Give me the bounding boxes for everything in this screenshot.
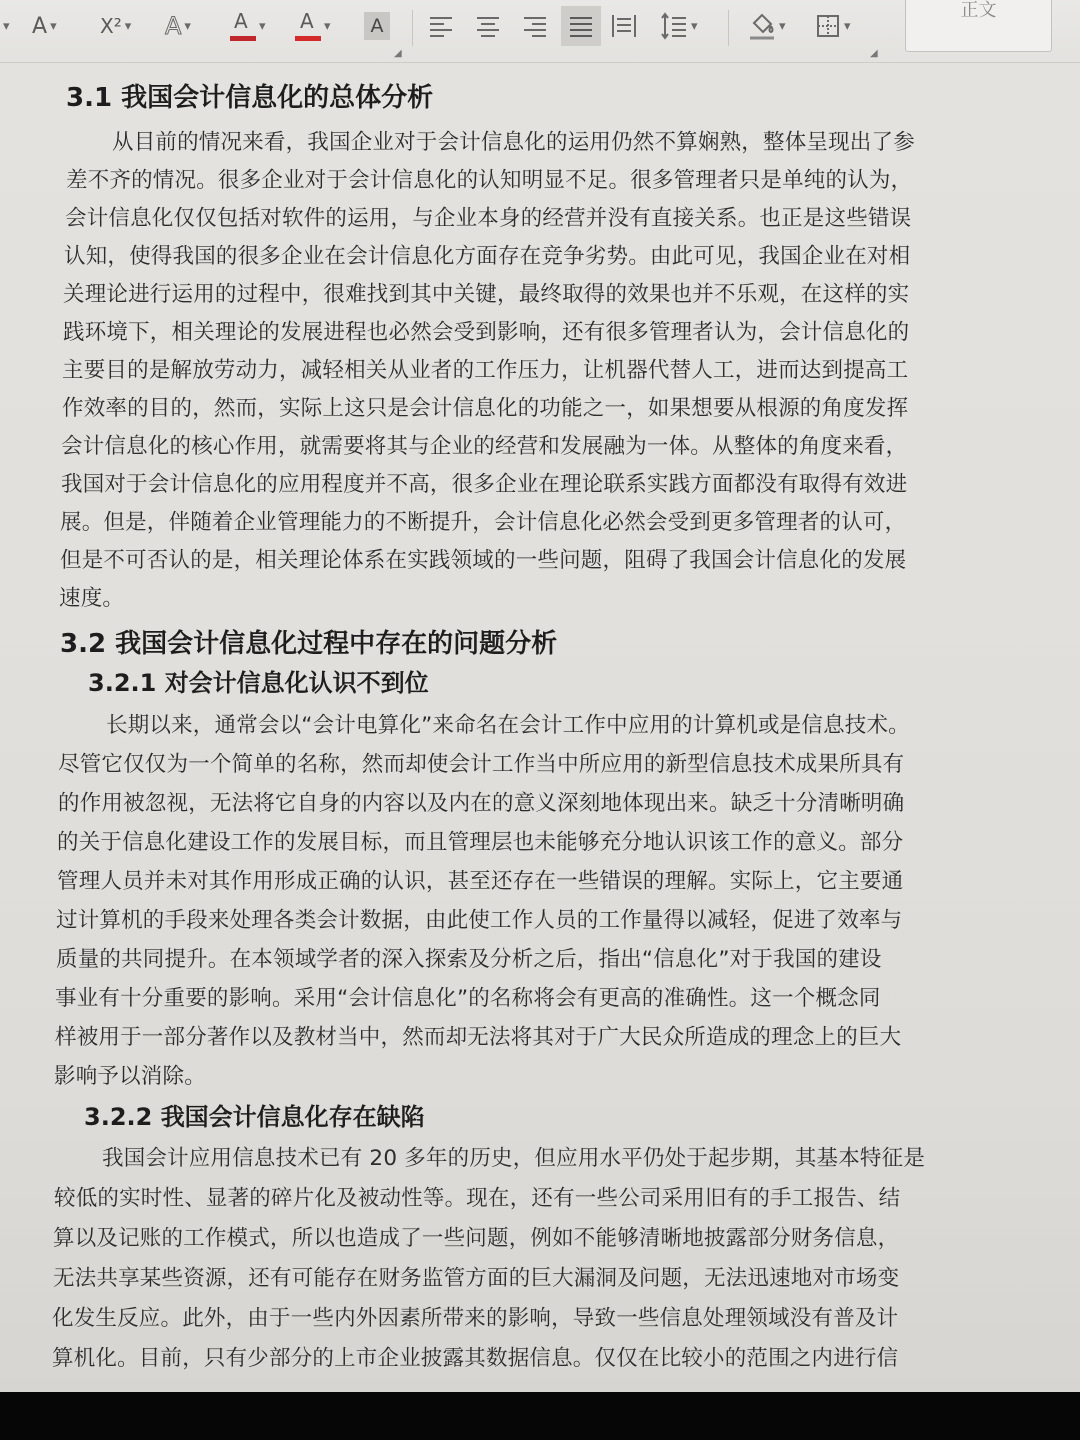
paragraph-line: 我国会计应用信息技术已有 20 多年的历史，但应用水平仍处于起步期，其基本特征是 [102,1146,926,1171]
paragraph-line: 较低的实时性、显著的碎片化及被动性等。现在，还有一些公司采用旧有的手工报告、结 [54,1186,901,1211]
justify-button[interactable] [561,6,601,46]
align-center-icon [475,14,501,38]
superscript-icon: X² [100,14,122,38]
highlighter-glyph: A [234,9,248,33]
character-shading-icon: A [364,12,390,40]
text-effect-icon: A [165,12,182,40]
paragraph-line: 速度。 [59,586,125,611]
paragraph-line: 化发生反应。此外，由于一些内外因素所带来的影响，导致一些信息处理领域没有普及计 [52,1306,899,1331]
paragraph-line: 算以及记账的工作模式，所以也造成了一些问题，例如不能够清晰地披露部分财务信息， [53,1226,900,1251]
shrink-font-button[interactable] [32,8,57,44]
chevron-down-icon: ▾ [691,18,698,34]
highlight-color-bar [230,36,256,41]
paragraph-line: 影响予以消除。 [54,1064,206,1089]
paragraph-line: 作效率的目的，然而，实际上这只是会计信息化的功能之一，如果想要从根源的角度发挥 [62,396,909,421]
superscript-button[interactable] [100,8,131,44]
paragraph-dialog-launcher-icon[interactable]: ◢ [870,48,878,59]
borders-button[interactable] [815,8,851,44]
chevron-down-icon: ▾ [259,18,266,34]
heading-3-2-2: 3.2.2 我国会计信息化存在缺陷 [84,1103,425,1131]
chevron-down-icon: ▾ [324,18,331,34]
align-right-icon [522,14,548,38]
font-size-icon: A [32,13,48,39]
character-shading-button[interactable] [364,8,390,44]
paragraph-line: 践环境下，相关理论的发展进程也必然会受到影响，还有很多管理者认为，会计信息化的 [63,320,910,345]
paragraph-line: 差不齐的情况。很多企业对于会计信息化的认知明显不足。很多管理者只是单纯的认为， [66,168,913,193]
toolbar-separator [412,10,413,46]
paragraph-line: 事业有十分重要的影响。采用“会计信息化”的名称将会有更高的准确性。这一个概念同 [55,986,881,1011]
line-spacing-icon [660,12,688,40]
paragraph-line: 的作用被忽视，无法将它自身的内容以及内在的意义深刻地体现出来。缺乏十分清晰明确 [58,791,905,816]
highlighter-icon [230,9,256,43]
paragraph-line: 关理论进行运用的过程中，很难找到其中关键，最终取得的效果也并不乐观，在这样的实 [63,282,910,307]
line-spacing-button[interactable] [660,8,698,44]
paragraph-line: 会计信息化仅仅包括对软件的运用，与企业本身的经营并没有直接关系。也正是这些错误 [65,206,912,231]
align-center-button[interactable] [475,8,501,44]
font-dialog-launcher-icon[interactable]: ◢ [394,48,402,59]
chevron-down-icon: ▾ [50,18,57,34]
paragraph-line: 主要目的是解放劳动力，减轻相关从业者的工作压力，让机器代替人工，进而达到提高工 [62,358,909,383]
text-effect-button[interactable] [165,8,191,44]
paragraph-line: 认知，使得我国的很多企业在会计信息化方面存在竞争劣势。由此可见，我国企业在对相 [64,244,911,269]
font-color-glyph: A [300,9,314,33]
highlight-color-button[interactable] [230,8,266,44]
chevron-down-icon: ▾ [124,18,132,34]
toolbar-separator [728,10,729,46]
font-color-icon [295,9,321,43]
paragraph-line: 样被用于一部分著作以及教材当中，然而却无法将其对于广大民众所造成的理念上的巨大 [55,1025,902,1050]
font-color-button[interactable] [295,8,331,44]
heading-3-2-1: 3.2.1 对会计信息化认识不到位 [88,669,429,697]
paragraph-line: 尽管它仅仅为一个简单的名称，然而却使会计工作当中所应用的新型信息技术成果所具有 [58,752,905,777]
distributed-align-button[interactable] [610,8,638,44]
align-left-button[interactable] [428,8,454,44]
paragraph-line: 算机化。目前，只有少部分的上市企业披露其数据信息。仅仅在比较小的范围之内进行信 [52,1346,899,1371]
chevron-down-icon: ▾ [844,18,851,34]
paragraph-line: 的关于信息化建设工作的发展目标，而且管理层也未能够充分地认识该工作的意义。部分 [57,830,904,855]
paragraph-line: 展。但是，伴随着企业管理能力的不断提升，会计信息化必然会受到更多管理者的认可， [60,510,907,535]
style-gallery-normal[interactable] [905,0,1052,52]
paragraph-line: 我国对于会计信息化的应用程度并不高，很多企业在理论联系实践方面都没有取得有效进 [61,472,908,497]
paragraph-line: 无法共享某些资源，还有可能存在财务监管方面的巨大漏洞及问题，无法迅速地对市场变 [53,1266,900,1291]
chevron-down-icon: ▾ [3,18,10,34]
previous-dropdown-button[interactable] [0,8,10,44]
paragraph-line: 管理人员并未对其作用形成正确的认识，甚至还存在一些错误的理解。实际上，它主要通 [57,869,904,894]
chevron-down-icon: ▾ [779,18,786,34]
border-icon [815,13,841,39]
heading-3-1: 3.1 我国会计信息化的总体分析 [66,83,434,113]
shading-fill-button[interactable] [748,8,786,44]
paragraph-line: 质量的共同提升。在本领域学者的深入探索及分析之后，指出“信息化”对于我国的建设 [56,947,882,972]
paragraph-line: 长期以来，通常会以“会计电算化”来命名在会计工作中应用的计算机或是信息技术。 [106,713,910,738]
heading-3-2: 3.2 我国会计信息化过程中存在的问题分析 [60,629,558,659]
distributed-align-icon [610,13,638,39]
justify-icon [568,14,594,38]
paint-bucket-icon [748,11,776,41]
paragraph-line: 过计算机的手段来处理各类会计数据，由此使工作人员的工作量得以减轻，促进了效率与 [56,908,903,933]
align-right-button[interactable] [522,8,548,44]
paragraph-line: 从目前的情况来看，我国企业对于会计信息化的运用仍然不算娴熟，整体呈现出了参 [112,130,915,155]
paragraph-line: 但是不可否认的是，相关理论体系在实践领域的一些问题，阻碍了我国会计信息化的发展 [60,548,907,573]
ribbon-toolbar [0,0,1080,63]
screen-bezel [0,1392,1080,1440]
chevron-down-icon: ▾ [184,18,191,34]
style-preview-label: 正文 [960,0,997,20]
paragraph-line: 会计信息化的核心作用，就需要将其与企业的经营和发展融为一体。从整体的角度来看， [61,434,908,459]
font-color-bar [295,36,321,41]
document-page[interactable] [0,63,1080,1390]
align-left-icon [428,14,454,38]
